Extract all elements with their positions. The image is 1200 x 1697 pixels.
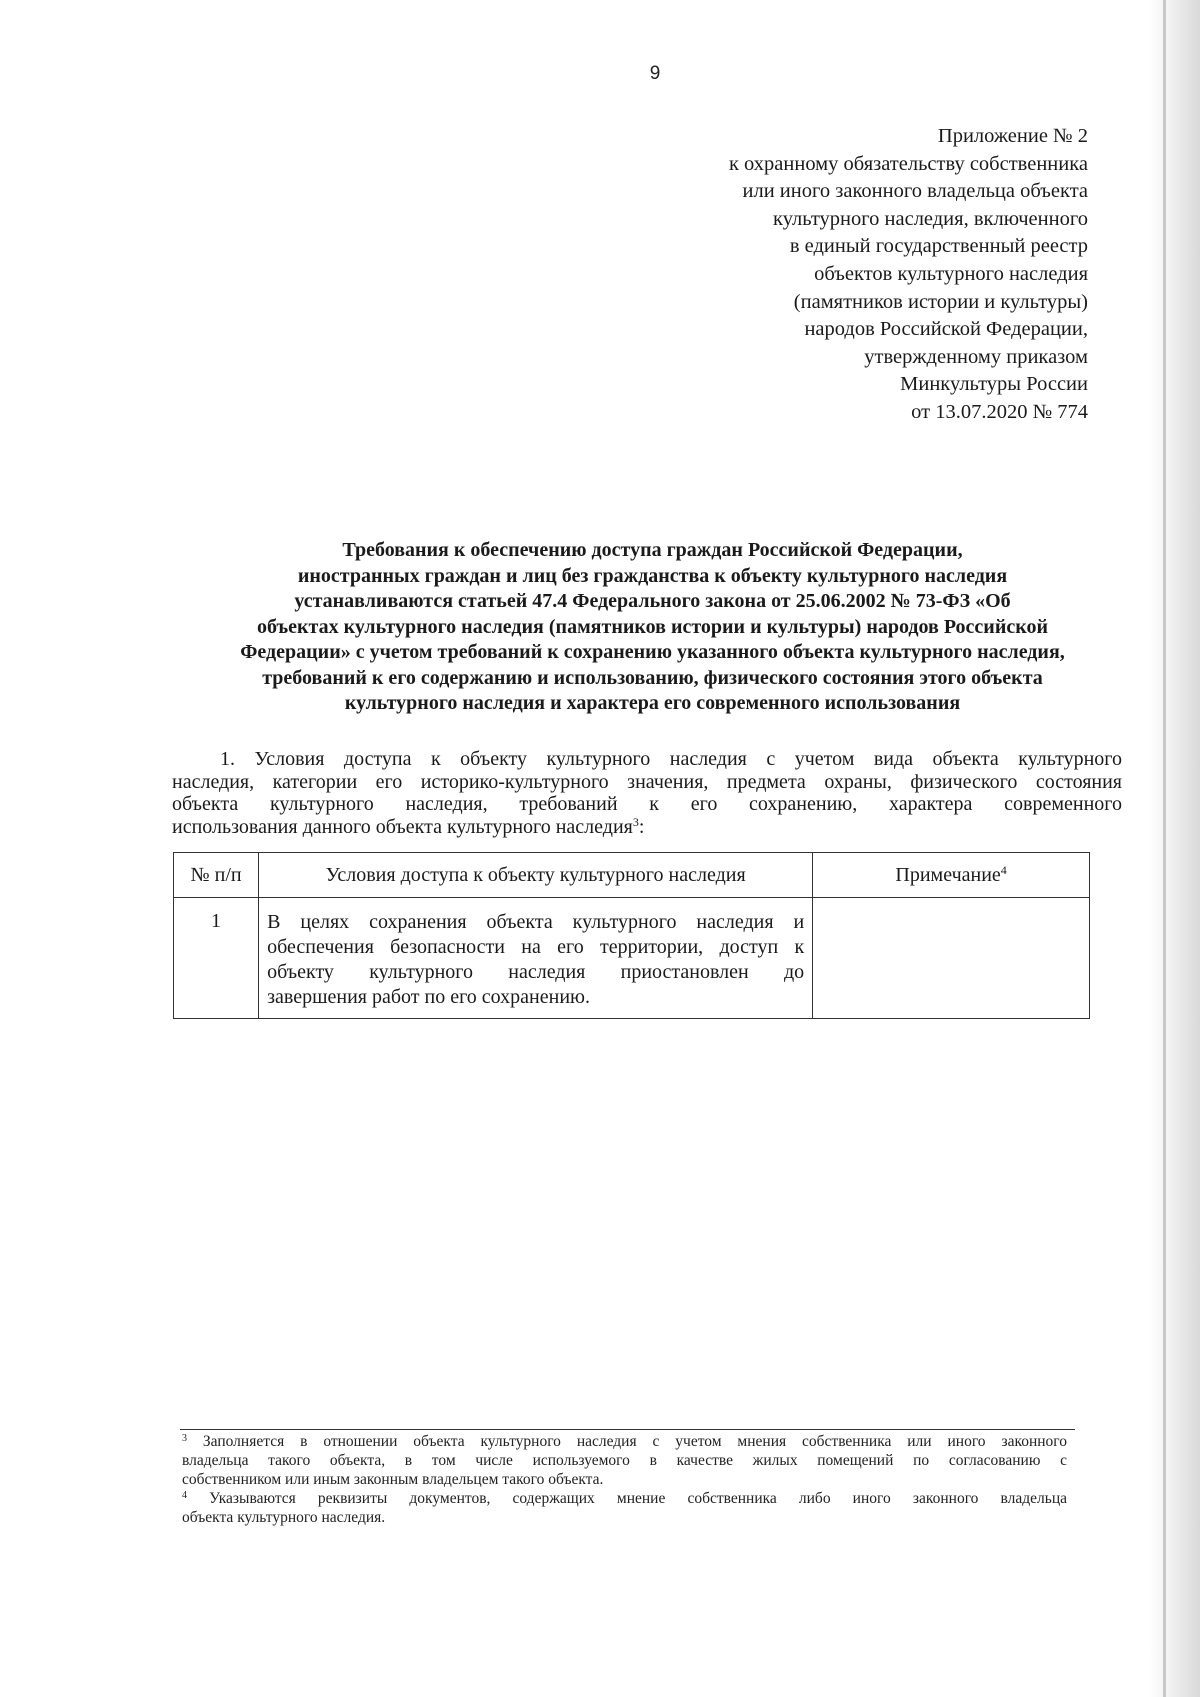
paragraph-last-line bbox=[172, 816, 1122, 839]
footnote-separator bbox=[180, 1429, 1075, 1430]
access-conditions-paragraph bbox=[172, 748, 1122, 838]
footnote-text: объекта культурного наследия. bbox=[182, 1509, 386, 1526]
title-line: Требования к обеспечению доступа граждан Российской Федерации, bbox=[342, 539, 963, 561]
footnote-mark-4: 4 bbox=[182, 1490, 187, 1501]
row-note bbox=[813, 898, 1090, 1019]
footnote-4-line bbox=[182, 1489, 1067, 1508]
table-row bbox=[174, 898, 1090, 1019]
page-number: 9 bbox=[649, 63, 661, 84]
appendix-line: от 13.07.2020 № 774 bbox=[911, 400, 1088, 423]
footnote-ref-4: 4 bbox=[1000, 862, 1007, 877]
title-line: иностранных граждан и лиц без гражданства к объекту культурного наследия bbox=[297, 564, 1008, 587]
appendix-line: или иного законного владельца объекта bbox=[742, 180, 1088, 203]
footnote-text: Заполняется в отношении объекта культурного наследия с учетом мнения собственника или иного законного bbox=[202, 1433, 1068, 1450]
paragraph-line: наследия, категории его историко-культурного значения, предмета охраны, физического состояния bbox=[172, 770, 1122, 793]
document-title bbox=[170, 538, 1135, 717]
paragraph-line: объекта культурного наследия, требований к его сохранению, характера современного bbox=[172, 793, 1122, 815]
table-header-row bbox=[174, 853, 1090, 898]
footnote-ref-3: 3 bbox=[632, 814, 639, 829]
footnote-3-line bbox=[182, 1432, 1067, 1451]
row-conditions-line: В целях сохранения объекта культурного наследия и bbox=[267, 911, 805, 933]
row-conditions-line: обеспечения безопасности на его территории, доступ к bbox=[267, 936, 805, 958]
column-header-conditions: Условия доступа к объекту культурного наследия bbox=[259, 853, 813, 898]
appendix-line: (памятников истории и культуры) bbox=[793, 290, 1088, 313]
appendix-line: культурного наследия, включенного bbox=[773, 207, 1088, 230]
appendix-line: народов Российской Федерации, bbox=[804, 318, 1088, 341]
paragraph-line: использования данного объекта культурного наследия bbox=[172, 815, 633, 838]
footnote-text: владельца такого объекта, в том числе используемого в качестве жилых помещений по согласованию с bbox=[182, 1452, 1067, 1469]
paragraph-trailing: : bbox=[638, 815, 645, 838]
title-line: культурного наследия и характера его современного использования bbox=[344, 692, 961, 714]
footnote-text: собственником или иным законным владельцем такого объекта. bbox=[182, 1471, 604, 1488]
row-conditions-line: завершения работ по его сохранению. bbox=[267, 986, 590, 1008]
appendix-line: в единый государственный реестр bbox=[789, 235, 1088, 258]
scan-edge bbox=[1148, 0, 1200, 1697]
appendix-header bbox=[618, 123, 1088, 427]
footnote-mark-3: 3 bbox=[182, 1433, 187, 1444]
row-conditions bbox=[259, 898, 813, 1019]
appendix-line: утвержденному приказом bbox=[864, 345, 1088, 368]
column-header-number: № п/п bbox=[174, 853, 259, 898]
title-line: объектах культурного наследия (памятников истории и культуры) народов Российской bbox=[256, 615, 1048, 638]
paragraph-line: 1. Условия доступа к объекту культурного наследия с учетом вида объекта культурного bbox=[220, 748, 1122, 770]
appendix-line: объектов культурного наследия bbox=[814, 262, 1088, 285]
title-line: устанавливаются статьей 47.4 Федерального закона от 25.06.2002 № 73-ФЗ «Об bbox=[294, 590, 1011, 612]
appendix-line: Минкультуры России bbox=[900, 373, 1088, 396]
column-header-note-label: Примечание bbox=[895, 863, 1001, 886]
column-header-note bbox=[813, 853, 1090, 898]
footnotes bbox=[182, 1432, 1067, 1527]
access-conditions-table bbox=[173, 852, 1090, 1019]
title-line: Федерации» с учетом требований к сохранению указанного объекта культурного наследия, bbox=[240, 641, 1065, 663]
scan-edge-line bbox=[1163, 0, 1166, 1697]
footnote-text: Указываются реквизиты документов, содержащих мнение собственника либо иного законного владельца bbox=[209, 1490, 1067, 1507]
title-line: требований к его содержанию и использованию, физического состояния этого объекта bbox=[262, 666, 1043, 689]
appendix-line: Приложение № 2 bbox=[937, 125, 1088, 147]
appendix-line: к охранному обязательству собственника bbox=[728, 152, 1088, 175]
row-number: 1 bbox=[174, 898, 259, 1019]
row-conditions-line: объекту культурного наследия приостановлен до bbox=[267, 961, 805, 983]
